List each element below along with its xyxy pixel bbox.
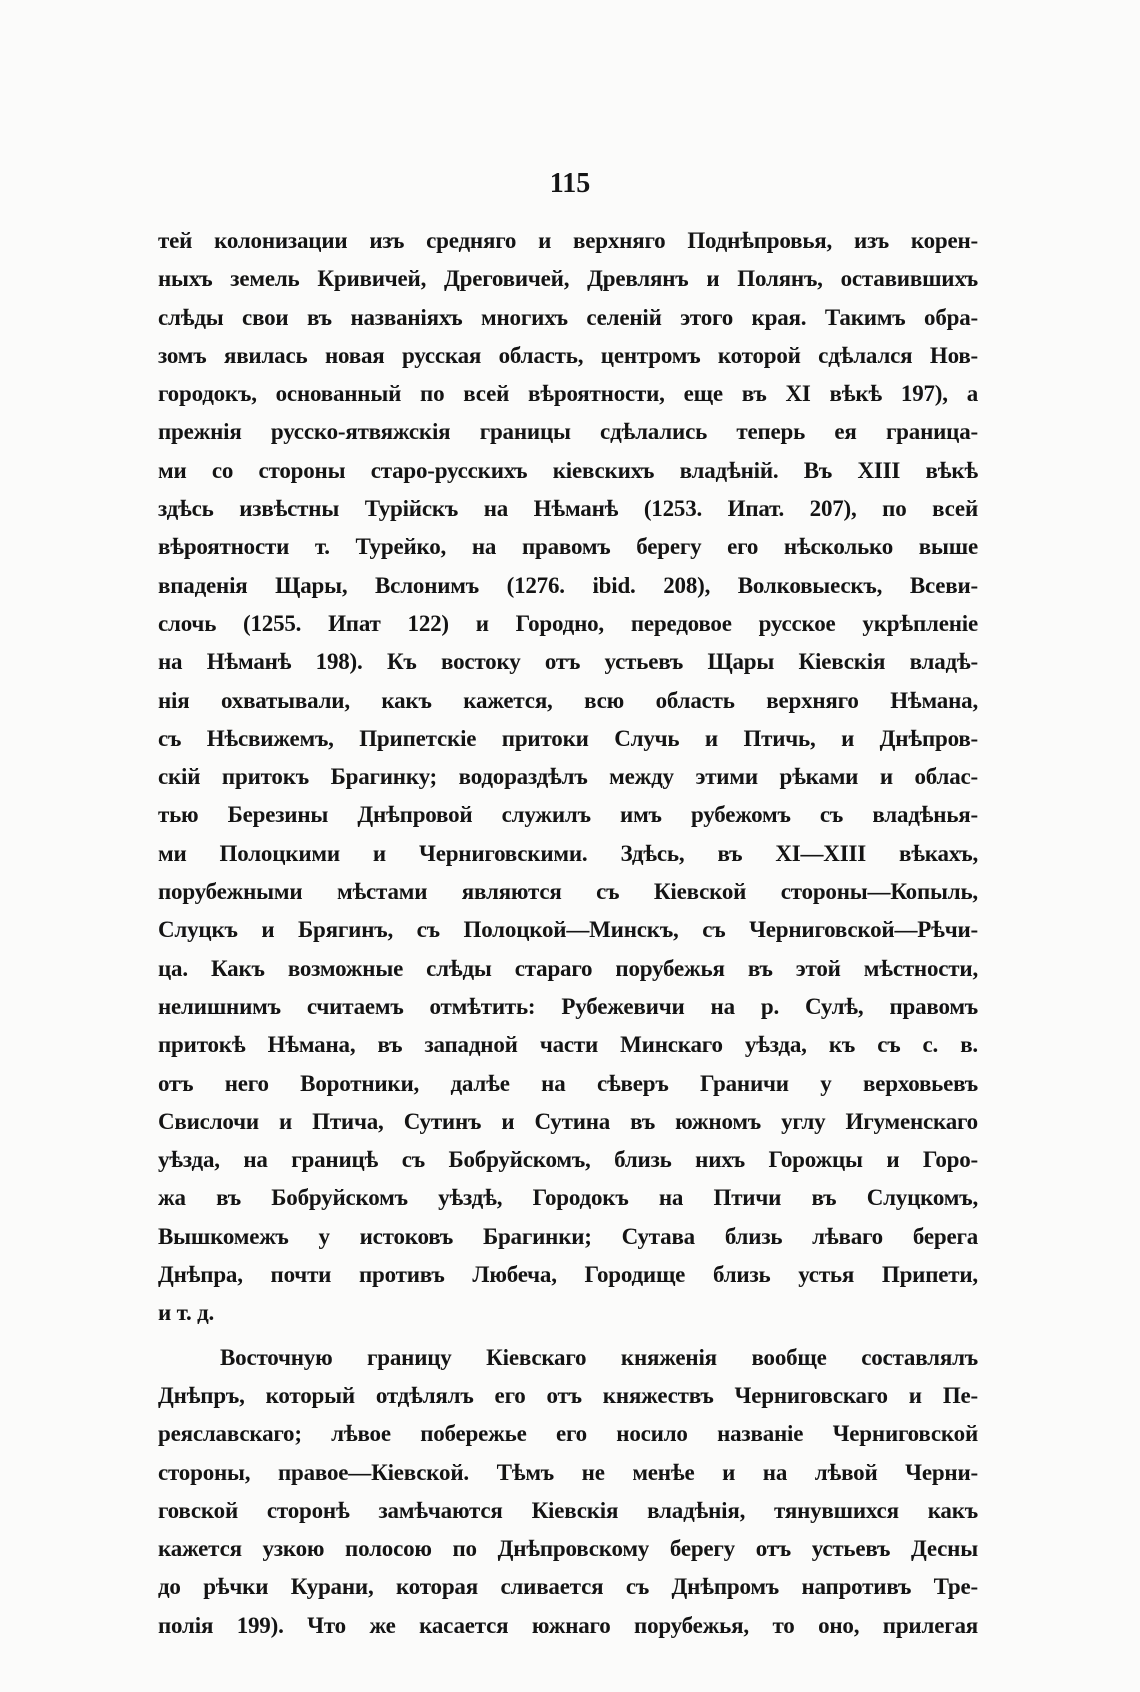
- text-line: кажется узкою полосою по Днѣпровскому берегу отъ устьевъ Десны: [158, 1536, 978, 1562]
- text-line: до рѣчки Курани, которая сливается съ Днѣпромъ напротивъ Тре-: [158, 1574, 978, 1600]
- text-line: Свислочи и Птича, Сутинъ и Сутина въ южномъ углу Игуменскаго: [158, 1108, 978, 1134]
- text-line: тей колонизации изъ средняго и верхняго Поднѣпровья, изъ корен-: [158, 228, 978, 253]
- text-line: скій притокъ Брагинку; водораздѣлъ между этими рѣками и облас-: [158, 764, 978, 790]
- text-line: ми Полоцкими и Черниговскими. Здѣсь, въ XI—XIII вѣкахъ,: [158, 840, 978, 866]
- text-line: уѣзда, на границѣ съ Бобруйскомъ, близь нихъ Горожцы и Горо-: [158, 1147, 978, 1173]
- text-line: и т. д.: [158, 1300, 215, 1326]
- text-line: реяславскаго; лѣвое побережье его носило названіе Черниговской: [158, 1421, 978, 1447]
- text-line: здѣсь извѣстны Турійскъ на Нѣманѣ (1253. Ипат. 207), по всей: [158, 496, 978, 522]
- text-line: притокѣ Нѣмана, въ западной части Минскаго уѣзда, къ съ с. в.: [158, 1032, 978, 1058]
- body-text: [158, 222, 978, 1645]
- text-line: нелишнимъ считаемъ отмѣтить: Рубежевичи на р. Сулѣ, правомъ: [158, 993, 978, 1019]
- text-line: Днѣпра, почти противъ Любеча, Городище близь устья Припети,: [158, 1262, 978, 1288]
- text-line: порубежными мѣстами являются съ Кіевской стороны—Копыль,: [158, 879, 978, 905]
- text-line: говской сторонѣ замѣчаются Кіевскія владѣнія, тянувшихся какъ: [158, 1497, 978, 1523]
- text-line: зомъ явилась новая русская область, центромъ которой сдѣлался Нов-: [158, 342, 978, 368]
- text-line: стороны, правое—Кіевской. Тѣмъ не менѣе и на лѣвой Черни-: [158, 1459, 978, 1485]
- text-line: слѣды свои въ названіяхъ многихъ селеній этого края. Такимъ обра-: [158, 304, 978, 330]
- text-line: прежнія русско-ятвяжскія границы сдѣлались теперь ея граница-: [158, 419, 978, 445]
- text-line: слочь (1255. Ипат 122) и Городно, передовое русское укрѣпленіе: [158, 610, 978, 636]
- text-line: ми со стороны старо-русскихъ кіевскихъ владѣній. Въ XIII вѣкѣ: [158, 457, 978, 483]
- text-line: жа въ Бобруйскомъ уѣздѣ, Городокъ на Птичи въ Слуцкомъ,: [158, 1185, 978, 1211]
- text-line: Восточную границу Кіевскаго княженія вообще составлялъ: [220, 1344, 978, 1370]
- text-line: на Нѣманѣ 198). Къ востоку отъ устьевъ Щары Кіевскія владѣ-: [158, 649, 978, 675]
- text-line: отъ него Воротники, далѣе на сѣверъ Граничи у верховьевъ: [158, 1070, 978, 1096]
- text-line: тью Березины Днѣпровой служилъ имъ рубежомъ съ владѣнья-: [158, 802, 978, 828]
- paragraph-1: [158, 222, 978, 1333]
- text-line: впаденія Щары, Вслонимъ (1276. ibid. 208), Волковыескъ, Всеви-: [158, 572, 978, 598]
- text-line: ныхъ земель Кривичей, Дреговичей, Древлянъ и Полянъ, оставившихъ: [158, 266, 978, 292]
- text-line: вѣроятности т. Турейко, на правомъ берегу его нѣсколько выше: [158, 534, 978, 560]
- page-number: 115: [549, 168, 591, 199]
- paragraph-2: [158, 1339, 978, 1645]
- text-line: Вышкомежъ у истоковъ Брагинки; Сутава близь лѣваго берега: [158, 1223, 978, 1249]
- text-line: Днѣпръ, который отдѣлялъ его отъ княжествъ Черниговскаго и Пе-: [158, 1382, 978, 1408]
- text-line: ца. Какъ возможные слѣды стараго порубежья въ этой мѣстности,: [158, 955, 978, 981]
- text-line: съ Нѣсвижемъ, Припетскіе притоки Случь и Птичь, и Днѣпров-: [158, 725, 978, 751]
- text-line: городокъ, основанный по всей вѣроятности, еще въ XI вѣкѣ 197), а: [158, 381, 978, 407]
- text-line: Слуцкъ и Брягинъ, съ Полоцкой—Минскъ, съ Черниговской—Рѣчи-: [158, 917, 978, 943]
- text-line: нія охватывали, какъ кажется, всю область верхняго Нѣмана,: [158, 687, 978, 713]
- text-line: полія 199). Что же касается южнаго порубежья, то оно, прилегая: [158, 1612, 978, 1638]
